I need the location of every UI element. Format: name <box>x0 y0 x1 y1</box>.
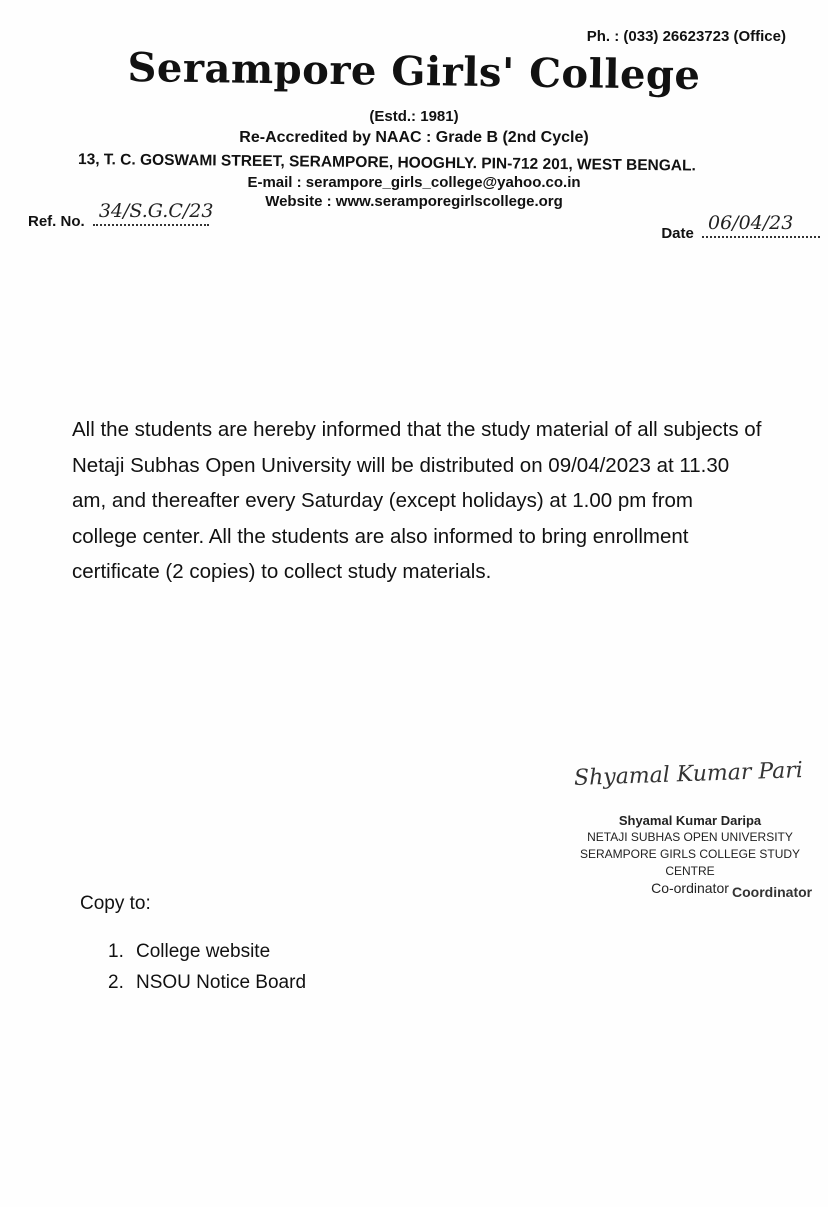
list-item-number: 2. <box>108 972 124 993</box>
notice-body: All the students are hereby informed that the study material of all subjects of Netaji Subhas Open University will be distributed on 09/04/2023 at 11.30 am, and thereafter every Saturday (except holidays) at 1.00 pm from college center. All the students are also informed to bring enrollment certificate (2 copies) to collect study materials. <box>72 418 762 583</box>
signatory-name: Shyamal Kumar Daripa <box>618 813 762 828</box>
stamp-line-university: NETAJI SUBHAS OPEN UNIVERSITY <box>587 830 793 844</box>
ref-handwritten-value: 34/S.G.C/23 <box>98 200 214 222</box>
stamp-line-centre: SERAMPORE GIRLS COLLEGE STUDY CENTRE <box>579 847 801 878</box>
copy-to-label: Copy to: <box>80 893 151 914</box>
ref-label: Ref. No. <box>28 213 85 230</box>
website: Website : www.seramporegirlscollege.org <box>265 193 563 210</box>
coordinator-label: Coordinator <box>732 884 813 900</box>
signature: Shyamal Kumar Pari <box>573 758 804 791</box>
list-item-text: NSOU Notice Board <box>136 972 307 993</box>
list-item-text: College website <box>136 941 271 962</box>
email: E-mail : serampore_girls_college@yahoo.co.in <box>247 174 581 191</box>
copy-to-list <box>80 936 306 998</box>
list-item <box>80 967 306 998</box>
list-item <box>80 936 306 967</box>
date-label: Date <box>661 225 694 242</box>
list-item-number: 1. <box>108 941 124 962</box>
ref-number-row <box>28 200 214 230</box>
date-dotted-line <box>702 212 820 238</box>
established-year: (Estd.: 1981) <box>369 108 459 125</box>
signatory-title: Co-ordinator <box>651 880 729 896</box>
date-handwritten-value: 06/04/23 <box>708 212 794 234</box>
accreditation: Re-Accredited by NAAC : Grade B (2nd Cycle) <box>239 129 589 146</box>
phone-number: Ph. : (033) 26623723 (Office) <box>586 28 786 45</box>
date-row <box>661 212 820 242</box>
address: 13, T. C. GOSWAMI STREET, SERAMPORE, HOOGHLY. PIN-712 201, WEST BENGAL. <box>77 151 696 175</box>
ref-dotted-line <box>93 200 214 226</box>
college-name: Serampore Girls' College <box>127 44 701 99</box>
